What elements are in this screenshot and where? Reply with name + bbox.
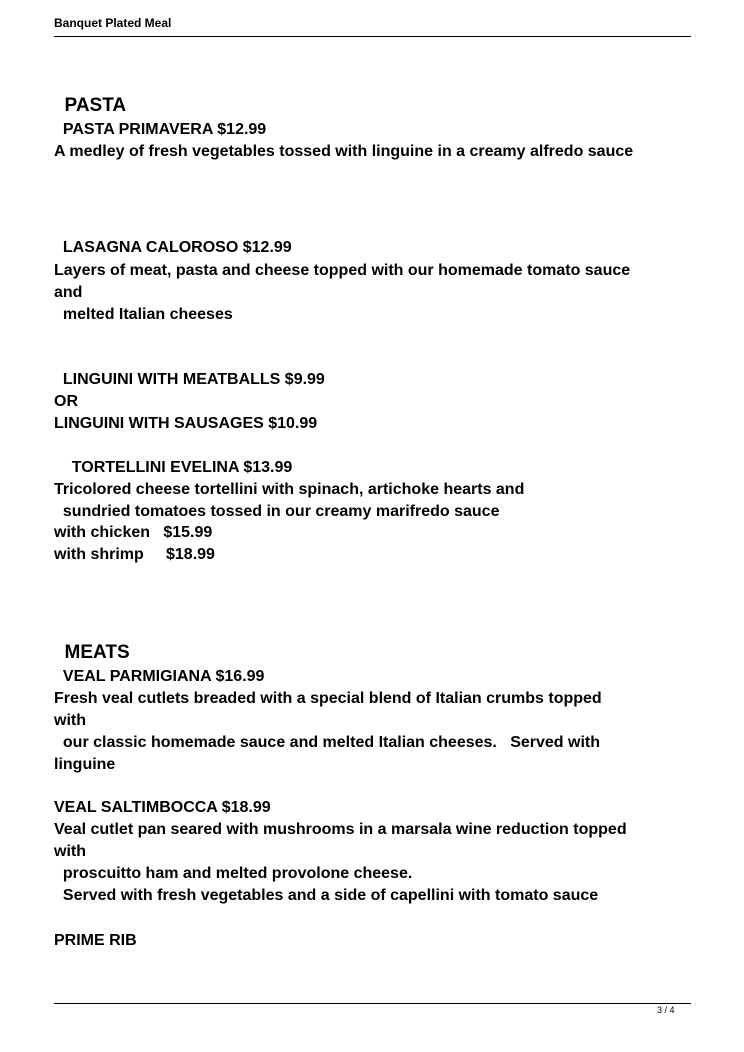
header-divider bbox=[54, 36, 691, 37]
page-number: 3 / 4 bbox=[657, 1005, 675, 1015]
menu-item-title: TORTELLINI EVELINA $13.99 bbox=[54, 459, 293, 476]
document-header-title: Banquet Plated Meal bbox=[54, 16, 172, 30]
menu-item-description: Layers of meat, pasta and cheese topped with our homemade tomato sauce bbox=[54, 262, 631, 279]
menu-item-description: A medley of fresh vegetables tossed with linguine in a creamy alfredo sauce bbox=[54, 143, 634, 160]
menu-item-title: VEAL SALTIMBOCCA $18.99 bbox=[54, 799, 271, 816]
menu-item-description: Veal cutlet pan seared with mushrooms in a marsala wine reduction topped bbox=[54, 821, 627, 838]
menu-item-description: proscuitto ham and melted provolone cheese. bbox=[54, 865, 413, 882]
menu-item-option: with shrimp $18.99 bbox=[54, 546, 215, 563]
menu-item-separator: OR bbox=[54, 393, 78, 410]
menu-item-title: LINGUINI WITH SAUSAGES $10.99 bbox=[54, 415, 318, 432]
menu-item-description: Tricolored cheese tortellini with spinach, artichoke hearts and bbox=[54, 481, 525, 498]
footer-divider bbox=[54, 1003, 691, 1004]
menu-item-description: and bbox=[54, 284, 83, 301]
menu-item-description: Served with fresh vegetables and a side of capellini with tomato sauce bbox=[54, 887, 599, 904]
menu-item-title: VEAL PARMIGIANA $16.99 bbox=[54, 668, 265, 685]
menu-item-title: LINGUINI WITH MEATBALLS $9.99 bbox=[54, 371, 325, 388]
menu-item-title: LASAGNA CALOROSO $12.99 bbox=[54, 239, 292, 256]
menu-item-description: linguine bbox=[54, 756, 116, 773]
menu-item-description: with bbox=[54, 712, 86, 729]
menu-item-title: PRIME RIB bbox=[54, 932, 137, 949]
section-heading-meats: MEATS bbox=[54, 642, 130, 663]
menu-item-description: our classic homemade sauce and melted Italian cheeses. Served with bbox=[54, 734, 600, 751]
menu-item-description: melted Italian cheeses bbox=[54, 306, 233, 323]
menu-item-description: sundried tomatoes tossed in our creamy marifredo sauce bbox=[54, 503, 500, 520]
menu-item-option: with chicken $15.99 bbox=[54, 524, 213, 541]
menu-item-title: PASTA PRIMAVERA $12.99 bbox=[54, 121, 267, 138]
section-heading-pasta: PASTA bbox=[54, 95, 127, 116]
menu-item-description: with bbox=[54, 843, 86, 860]
menu-item-description: Fresh veal cutlets breaded with a special blend of Italian crumbs topped bbox=[54, 690, 602, 707]
